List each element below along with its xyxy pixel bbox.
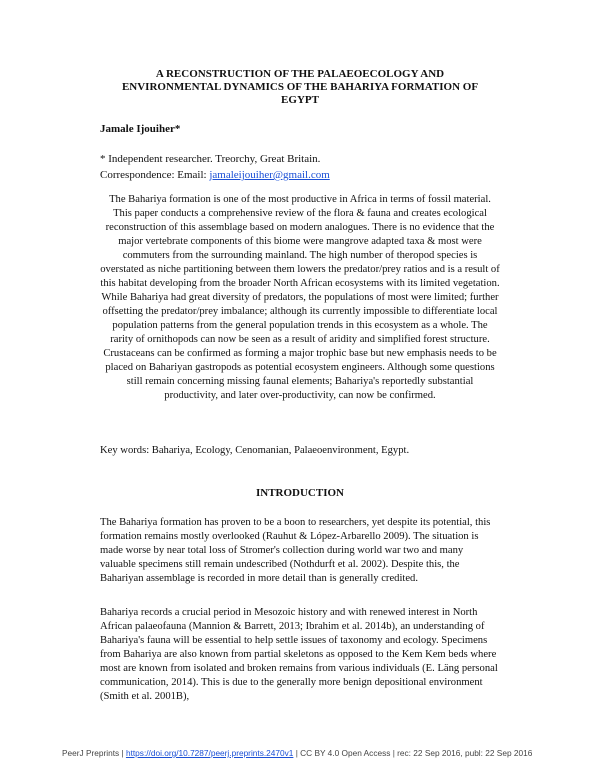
affiliation-block: [100, 151, 330, 183]
email-link[interactable]: jamaleijouiher@gmail.com: [209, 169, 330, 181]
intro-paragraph-2: Bahariya records a crucial period in Mesozoic history and with renewed interest in North African palaeofauna (Mannion & Barrett, 2013; Ibrahim et al. 2014b), an understanding of Bahariya's fauna will be essential to help settle issues of taxonomy and ecology. Specimens from Bahariya are also known from partial skeletons as opposed to the Kem Kem beds where most are known from isolated and broken remains from various individuals (E. Läng personal communication, 2014). This is due to the generally more benign depositional environment (Smith et al. 2001B),: [100, 607, 498, 702]
correspondence-label: Correspondence: Email:: [100, 169, 210, 181]
footer-suffix: | CC BY 4.0 Open Access | rec: 22 Sep 2016, publ: 22 Sep 2016: [293, 748, 533, 758]
author-name: Jamale Ijouiher*: [100, 123, 181, 135]
affiliation-line: * Independent researcher. Treorchy, Great Britain.: [100, 153, 321, 165]
paper-title: A RECONSTRUCTION OF THE PALAEOECOLOGY AND ENVIRONMENTAL DYNAMICS OF THE BAHARIYA FORMATION OF EGYPT: [121, 68, 479, 106]
correspondence-line: [100, 167, 330, 183]
keywords: Key words: Bahariya, Ecology, Cenomanian, Palaeoenvironment, Egypt.: [100, 445, 410, 456]
section-heading-introduction: INTRODUCTION: [255, 487, 344, 499]
preprint-footer: [62, 748, 542, 758]
footer-prefix: PeerJ Preprints |: [62, 748, 126, 758]
intro-paragraph-1: The Bahariya formation has proven to be a boon to researchers, yet despite its potential, this formation remains mostly overlooked (Rauhut & López-Arbarello 2009). The situation is made worse by near total loss of Stromer's collection during world war two and many valuable specimens still remain undescribed (Nothdurft et al. 2002). Despite this, the Bahariyan assemblage is recorded in more detail than is generally credited.: [100, 517, 491, 584]
footer-doi-link[interactable]: https://doi.org/10.7287/peerj.preprints.2470v1: [125, 748, 294, 758]
abstract: The Bahariya formation is one of the most productive in Africa in terms of fossil material. This paper conducts a comprehensive review of the flora & fauna and creates ecological reconstruction of this assemblage based on modern analogues. There is no evidence that the major vertebrate components of this biome were mangrove adapted taxa & most were commuters from the surrounding mainland. The high number of theropod species is overstated as niche partitioning between them lowers the predator/prey ratios and is a result of this habitat developing from the broader North African ecosystems with its limited vegetation. While Bahariya had great diversity of predators, the populations of most were limited; further offsetting the predator/prey imbalance; although its currently impossible to differentiate local population patterns from the general population trends in this ecosystem as a whole. The rarity of ornithopods can now be seen as a result of aridity and simplified forest structure. Crustaceans can be confirmed as forming a major trophic base but new emphasis needs to be placed on Bahariyan gastropods as potential ecosystem engineers. Although some questions still remain concerning missing faunal elements; Bahariya's reportedly substantial productivity, and later over-productivity, can now be confirmed.: [100, 194, 500, 401]
